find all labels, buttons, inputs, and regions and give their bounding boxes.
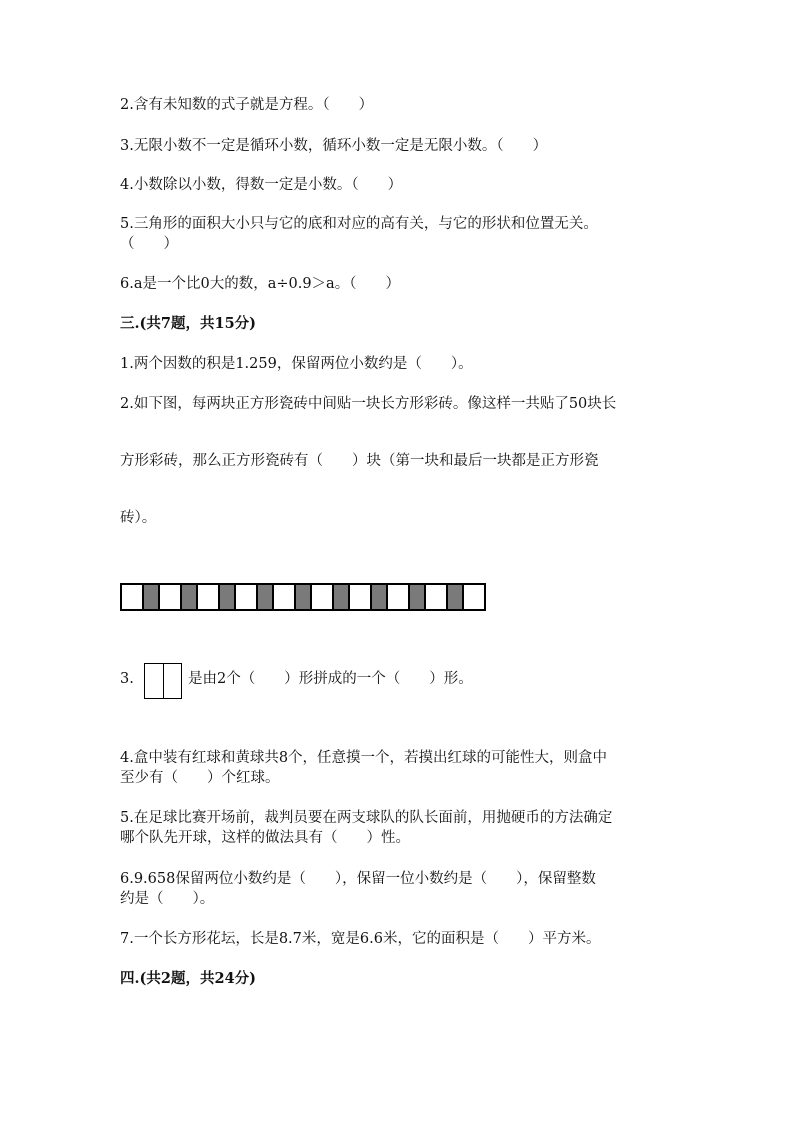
- judge-q3: 3.无限小数不一定是循环小数，循环小数一定是无限小数。（ ）: [120, 138, 548, 154]
- fill-q2-line1: 2.如下图，每两块正方形瓷砖中间贴一块长方形彩砖。像这样一共贴了50块长: [120, 396, 617, 412]
- rectangle-tile: [220, 585, 236, 609]
- square-tile: [122, 585, 144, 609]
- fill-q5-line1: 5.在足球比赛开场前，裁判员要在两支球队的队长面前，用抛硬币的方法确定: [120, 810, 613, 826]
- two-rectangles-figure: [144, 663, 182, 699]
- rectangle-tile: [182, 585, 198, 609]
- section4-heading: 四.(共2题，共24分): [120, 970, 257, 987]
- square-tile: [464, 585, 486, 609]
- judge-q2: 2.含有未知数的式子就是方程。（ ）: [120, 97, 374, 113]
- rectangle-tile: [258, 585, 274, 609]
- fill-q1: 1.两个因数的积是1.259，保留两位小数约是（ ）。: [120, 356, 473, 372]
- tile-strip-figure: [120, 583, 486, 611]
- square-tile: [350, 585, 372, 609]
- judge-q5-line1: 5.三角形的面积大小只与它的底和对应的高有关，与它的形状和位置无关。: [120, 216, 598, 232]
- square-tile: [274, 585, 296, 609]
- fill-q5-line2: 哪个队先开球，这样的做法具有（ ）性。: [120, 830, 410, 846]
- square-tile: [160, 585, 182, 609]
- judge-q6: 6.a是一个比0大的数，a÷0.9＞a。（ ）: [120, 276, 400, 292]
- rectangle-tile: [144, 585, 160, 609]
- square-tile: [236, 585, 258, 609]
- fill-q3-text: 是由2个（ ）形拼成的一个（ ）形。: [188, 671, 473, 687]
- rectangle-tile: [410, 585, 426, 609]
- fill-q6-line1: 6.9.658保留两位小数约是（ ），保留一位小数约是（ ），保留整数: [120, 871, 596, 887]
- rectangle-tile: [372, 585, 388, 609]
- square-tile: [388, 585, 410, 609]
- fill-q7: 7.一个长方形花坛，长是8.7米，宽是6.6米，它的面积是（ ）平方米。: [120, 931, 601, 947]
- fill-q2-line2: 方形彩砖，那么正方形瓷砖有（ ）块（第一块和最后一块都是正方形瓷: [120, 453, 599, 469]
- judge-q5-line2: （ ）: [120, 236, 178, 252]
- fill-q6-line2: 约是（ ）。: [120, 891, 215, 907]
- fill-q4-line1: 4.盒中装有红球和黄球共8个，任意摸一个，若摸出红球的可能性大，则盒中: [120, 750, 608, 766]
- square-tile: [312, 585, 334, 609]
- rectangle-tile: [448, 585, 464, 609]
- fill-q3-number: 3.: [120, 671, 134, 687]
- judge-q4: 4.小数除以小数，得数一定是小数。（ ）: [120, 177, 403, 193]
- rectangle-tile: [334, 585, 350, 609]
- fill-q4-line2: 至少有（ ）个红球。: [120, 770, 280, 786]
- rectangle-tile: [296, 585, 312, 609]
- square-tile: [426, 585, 448, 609]
- square-tile: [198, 585, 220, 609]
- section3-heading: 三.(共7题，共15分): [120, 315, 257, 332]
- fill-q2-line3: 砖）。: [120, 510, 157, 526]
